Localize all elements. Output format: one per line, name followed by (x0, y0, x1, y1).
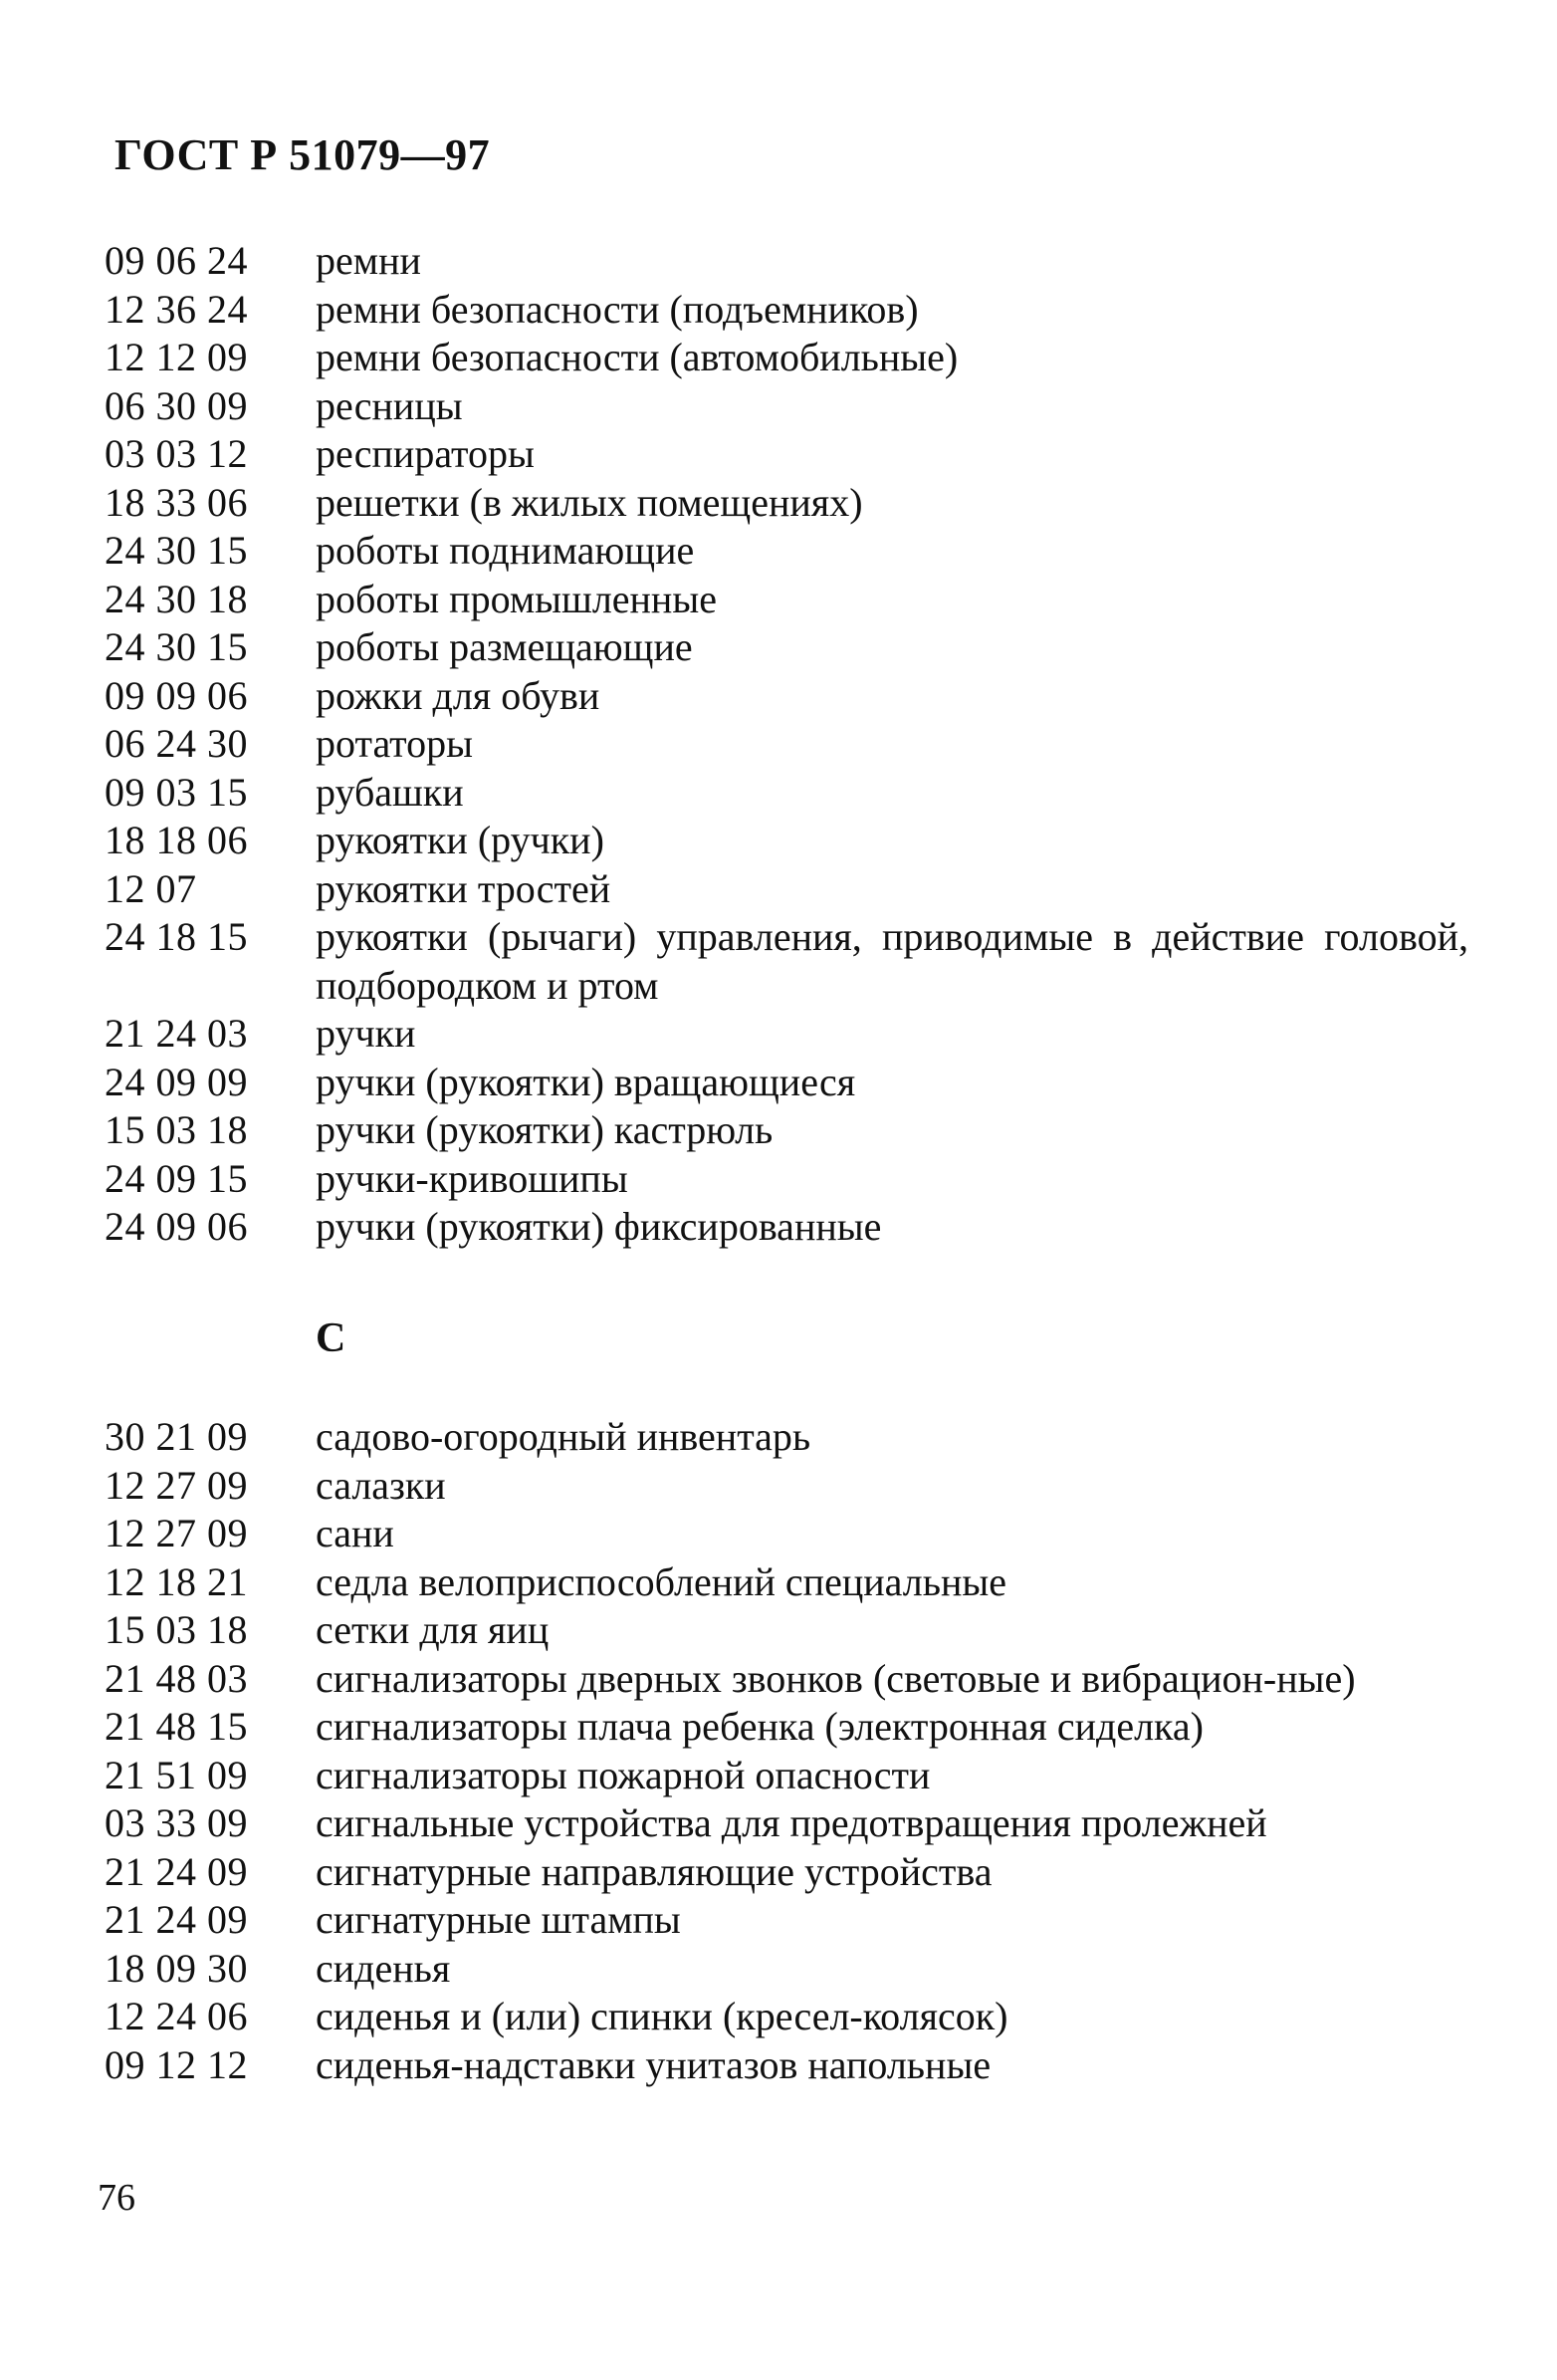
entry-code: 12 36 24 (105, 286, 248, 332)
index-entry (105, 1993, 1478, 2041)
entry-term: сетки для яиц (316, 1607, 550, 1652)
entry-code: 24 18 15 (105, 914, 248, 959)
entry-code: 09 06 24 (105, 238, 248, 283)
entry-code: 15 03 18 (105, 1107, 248, 1152)
index-entry (105, 1703, 1478, 1752)
entry-term: сигнатурные штампы (316, 1897, 681, 1942)
index-list-section-r (105, 237, 1478, 1252)
entry-term: сиденья (316, 1945, 451, 1991)
entry-code: 24 09 15 (105, 1155, 248, 1201)
index-entry (105, 720, 1478, 769)
index-entry (105, 1655, 1478, 1704)
index-entry (105, 1106, 1478, 1155)
index-entry (105, 1059, 1478, 1107)
entry-term: решетки (в жилых помещениях) (316, 479, 863, 525)
entry-code: 03 03 12 (105, 431, 248, 476)
entry-code: 06 30 09 (105, 382, 248, 428)
index-entry (105, 1462, 1478, 1511)
entry-code: 21 24 09 (105, 1848, 248, 1894)
entry-code: 12 07 (105, 865, 197, 911)
entry-code: 12 27 09 (105, 1462, 248, 1508)
entry-term: рукоятки тростей (316, 865, 611, 911)
index-entry (105, 430, 1478, 479)
entry-term: ремни безопасности (автомобильные) (316, 335, 959, 379)
entry-term: сиденья и (или) спинки (кресел-колясок) (316, 1994, 1008, 2038)
entry-term: рукоятки (ручки) (316, 818, 604, 862)
index-entry (105, 865, 1478, 914)
entry-term: роботы размещающие (316, 624, 693, 669)
entry-code: 24 09 06 (105, 1204, 248, 1249)
entry-code: 09 03 15 (105, 769, 248, 815)
entry-code: 03 33 09 (105, 1800, 248, 1845)
entry-term: сигнальные устройства для предотвращения пролежней (316, 1800, 1267, 1845)
entry-term: садово-огородный инвентарь (316, 1414, 811, 1459)
entry-term: ручки-кривошипы (316, 1155, 628, 1201)
page-header: ГОСТ Р 51079—97 (114, 130, 491, 179)
index-entry (105, 1606, 1478, 1655)
entry-term: седла велоприспособлений специальные (316, 1558, 1006, 1604)
entry-code: 15 03 18 (105, 1607, 248, 1652)
index-entry (105, 1799, 1478, 1848)
entry-term: ротаторы (316, 721, 473, 766)
entry-term: рубашки (316, 769, 464, 815)
index-entry (105, 1010, 1478, 1059)
entry-code: 21 48 03 (105, 1655, 248, 1701)
entry-code: 12 18 21 (105, 1558, 248, 1604)
entry-term: сигнализаторы дверных звонков (световые и вибрацион-ные) (316, 1655, 1356, 1701)
index-entry (105, 623, 1478, 672)
entry-term: роботы промышленные (316, 576, 717, 621)
entry-term: салазки (316, 1462, 446, 1508)
entry-code: 24 30 15 (105, 624, 248, 669)
index-entry (105, 1203, 1478, 1252)
index-entry (105, 1848, 1478, 1897)
index-entry (105, 2041, 1478, 2090)
entry-code: 12 27 09 (105, 1511, 248, 1555)
entry-code: 24 09 09 (105, 1059, 248, 1104)
entry-code: 06 24 30 (105, 721, 248, 766)
index-entry (105, 237, 1478, 286)
entry-code: 18 18 06 (105, 818, 248, 862)
entry-code: 21 51 09 (105, 1752, 248, 1797)
index-entry (105, 527, 1478, 576)
entry-code: 21 24 03 (105, 1011, 248, 1056)
entry-code: 30 21 09 (105, 1414, 248, 1459)
section-letter: С (316, 1315, 346, 1361)
page-number: 76 (98, 2177, 135, 2219)
entry-term: сигнализаторы плача ребенка (электронная сиделка) (316, 1704, 1204, 1749)
index-entry (105, 1945, 1478, 1994)
entry-term: сигнализаторы пожарной опасности (316, 1752, 931, 1797)
entry-term: сани (316, 1511, 394, 1555)
entry-code: 24 30 18 (105, 576, 248, 621)
entry-code: 18 09 30 (105, 1945, 248, 1991)
entry-term: ремни (316, 238, 421, 283)
entry-term: сигнатурные направляющие устройства (316, 1848, 993, 1894)
index-list-section-s (105, 1413, 1478, 2089)
entry-term: ремни безопасности (подъемников) (316, 286, 919, 332)
index-entry (105, 334, 1478, 382)
entry-term: сиденья-надставки унитазов напольные (316, 2041, 992, 2087)
index-entry (105, 1155, 1478, 1204)
entry-code: 09 12 12 (105, 2041, 248, 2087)
index-entry (105, 913, 1478, 1010)
index-entry (105, 479, 1478, 528)
entry-term: ручки (рукоятки) фиксированные (316, 1204, 882, 1249)
index-entry (105, 769, 1478, 818)
entry-code: 09 09 06 (105, 672, 248, 718)
index-entry (105, 382, 1478, 431)
entry-code: 21 48 15 (105, 1704, 248, 1749)
entry-term: рукоятки (рычаги) управления, приводимые в действие головой, подбородком и ртом (316, 914, 1468, 1008)
index-entry (105, 1413, 1478, 1462)
entry-term: роботы поднимающие (316, 528, 695, 573)
entry-code: 18 33 06 (105, 479, 248, 525)
entry-code: 12 12 09 (105, 335, 248, 379)
index-entry (105, 1752, 1478, 1800)
entry-code: 12 24 06 (105, 1994, 248, 2038)
index-entry (105, 576, 1478, 624)
entry-term: респираторы (316, 431, 535, 476)
index-entry (105, 1896, 1478, 1945)
entry-term: рожки для обуви (316, 672, 600, 718)
index-entry (105, 672, 1478, 721)
index-entry (105, 1510, 1478, 1558)
index-entry (105, 1558, 1478, 1607)
entry-code: 24 30 15 (105, 528, 248, 573)
entry-term: ручки (рукоятки) вращающиеся (316, 1059, 856, 1104)
index-entry (105, 817, 1478, 865)
entry-code: 21 24 09 (105, 1897, 248, 1942)
entry-term: ручки (316, 1011, 416, 1056)
index-entry (105, 286, 1478, 335)
entry-term: ручки (рукоятки) кастрюль (316, 1107, 774, 1152)
entry-term: ресницы (316, 382, 463, 428)
